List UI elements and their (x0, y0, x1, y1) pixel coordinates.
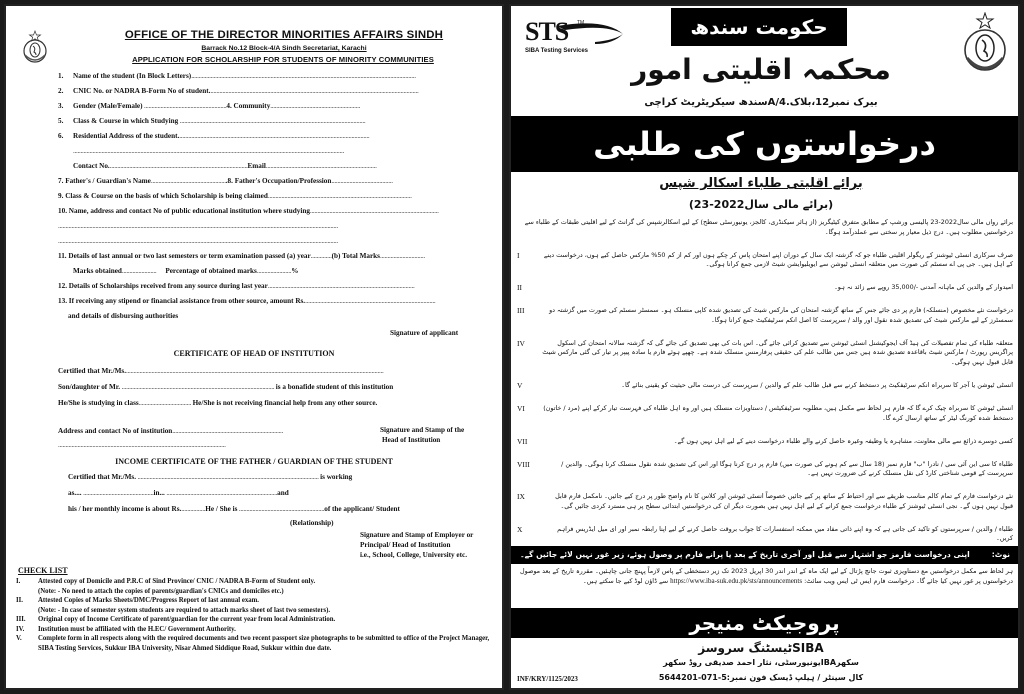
field-exam-details[interactable]: 11. Details of last annual or two last semesters or term examination passed (a) year..............(b) Total Marks.............................. (58, 252, 425, 260)
office-title: OFFICE OF THE DIRECTOR MINORITIES AFFAIRS SINDH (124, 29, 444, 41)
urdu-advertisement (509, 4, 1020, 690)
criteria-item: متعلقہ طلباء کی تمام تفصیلات کی ہیڈ آف ایجوکیشنل انسٹی ٹیوشن سے تصدیق کرائی جائے گی۔ اس بات کی بھی تصدیق کی جائے گی کہ گزشتہ سالانہ امتحان کی اسکول پراگریس رپورٹ / مارکس شیٹ باقاعدہ تصدیق شدہ ہیں جس میں طالب علم کی حقیقی پرفارمنس منسلک شدہ ہے۔ چھپے ہوئے فارم یا سادہ پیپر پر تیار کی گئی مارکس شیٹ قابل قبول نہیں ہوگی۔ IV (517, 338, 1013, 366)
field-income-occupation[interactable]: as.... ...............................................in... ..........................................................................and (68, 489, 289, 497)
checklist (16, 577, 496, 653)
reference-number: INF/KRY/1125/2023 (517, 675, 578, 683)
checklist-item: V. Complete form in all respects along with the required documents and two recent passport size photographs to be submitted to office of the Project Manager, SIBA Testing Services, Sukkur IBA University, Nisar Ahmed Siddique Road, Sukkur within due date. (16, 635, 490, 652)
criteria-item: طلباء کا سی این آئی سی / نادرا "ب" فارم نمبر (18 سال سے کم ہونے کی صورت میں) فارم پر درج کرنا ہوگا اور اس کی تصدیق شدہ نقول منسلک کرنا ہوگی۔ والدین / سرپرست کے قومی شناختی کارڈ کی نقل منسلک کرنے کی ضرورت نہیں ہے۔ VIII (517, 459, 1013, 478)
criteria-item: صرف سرکاری انسٹی ٹیوشنز کے ریگولر اقلیتی طلباء جو کہ گزشتہ ایک سال کے دوران اپنے امتحان پاس کر چکے ہوں اور کم از کم 50% مارکس حاصل کیے ہوں، درخواست دینے کے اہل ہیں۔ جی پی اے سسٹم کی صورت میں متعلقہ انسٹی ٹیوشن سے ایویلیوایشن شیٹ لازمی جمع کرانا ہوگی۔ I (517, 250, 1013, 269)
head-certificate-title: CERTIFICATE OF HEAD OF INSTITUTION (173, 349, 335, 358)
checklist-item: IV. Institution must be affiliated with the H.EC/ Government Authority. (16, 625, 236, 633)
criteria-item: امیدوار کے والدین کی ماہانہ آمدنی -/35,000 روپے سے زائد نہ ہو۔ II (517, 283, 1013, 293)
field-previous-scholarships[interactable]: 12. Details of Scholarships received from any source during last year.................................................................................................. (58, 282, 415, 290)
applicant-signature-label: Signature of applicant (390, 329, 459, 337)
criteria-item: درخواست نئے مخصوص (منسلکہ) فارم پر دی جائے جس کے ساتھ گزشتہ امتحان کی مارکس شیٹ کی تصدیق شدہ کاپی منسلک ہو۔ سمسٹر سسٹم کی صورت میں گزشتہ دو سمسٹرز کے لیے مارکس شیٹ کی تصدیق شدہ نقول اور والد / سرپرست کا اصل انکم سرٹیفکیٹ جمع کرانا ہوگا۔ III (517, 306, 1013, 324)
criteria-item: نئے درخواست فارم کے تمام کالم مناسب طریقے سے اور احتیاط کے ساتھ پر کیے جائیں خصوصاً انسٹی ٹیوشن اور کلاس کا نام واضح طور پر درج کیے جائیں۔ نامکمل فارم قابل قبول نہیں ہوں گے۔ نجی انسٹی ٹیوشنز کے طلباء درخواست جمع کرانے کے لیے اہل نہیں ہیں بصورت دیگر ان کی درخواستیں ابتدائی سطح پر ہی مسترد کردی جائیں گی۔ IX (517, 492, 1013, 510)
field-income-amount[interactable]: his / her monthly income is about Rs.................He / She is .........................................................of the applicant/ Student (68, 505, 400, 513)
field-cert-name[interactable]: Certified that Mr./Ms............................................................................................................................................................................. (58, 367, 384, 375)
deadline-paragraph: ہر لحاظ سے مکمل درخواستیں مع دستاویزی ثبوت جانچ پڑتال کے لیے ایک ماہ کے اندر اندر 30 اپریل 2023 تک زیر دستخطی کے پاس لازماً پہنچ جانی چاہئیں۔ مقررہ تاریخ کے بعد موصول درخواستوں پر غور نہیں کیا جائے گا۔ درخواست فارم ایس ٹی ایس ویب سائٹ: https://www.iba-suk.edu.pk/sts/announcements سے ڈاؤن لوڈ کیے جا سکتے ہیں۔ (520, 567, 1013, 585)
criteria-item: کسی دوسرے ذرائع سے مالی معاونت، مشاہرہ یا وظیفہ وغیرہ حاصل کرنے والے طلباء درخواست دینے کے لیے اہل نہیں ہوں گے۔ VII (517, 436, 1013, 446)
checklist-item: II. Attested Copies of Marks Sheets/DMC/Progress Report of last annual exam. (16, 597, 260, 604)
field-institution-address-2[interactable]: ................................................................................................................ (58, 441, 226, 449)
field-address-line-2[interactable]: ..................................................................................................................................................................................... (73, 147, 344, 155)
fiscal-year: (برائے مالی سال2022-23) (688, 198, 834, 211)
field-cert-parent[interactable]: Son/daughter of Mr. ...................................................................................................... is a bonafide student of this institution (58, 383, 394, 391)
download-link[interactable]: https://www.iba-suk.edu.pk/sts/announcements (670, 577, 803, 585)
intro-paragraph: برائے رواں مالی سال2022-23 پالیسی ورشپ کے مطابق متفرق کیٹیگریز (از ہائر سیکنڈری، کالجز، یونیورسٹی سطح) کے لیے اسکالرشپس کی گرانٹ کے لیے اقلیتی طبقات کے طلباء سے درخواستیں مطلوب ہیں۔ درج ذیل معیار پر سختی سے عملدرآمد ہوگا۔ (524, 218, 1013, 236)
siba-address: سکھرIBAیونیورسٹی، نثار احمد صدیقی روڈ سکھر (663, 658, 859, 667)
scholarship-application-form (4, 4, 504, 690)
field-class-course[interactable]: 5. Class & Course in which Studying ............................................................................................................................ (58, 117, 366, 125)
field-disbursing: and details of disbursing authorities (68, 312, 179, 320)
field-institution[interactable]: 10. Name, address and contact No of public educational institution where studying...................................................................................... (58, 207, 439, 215)
field-gender-community[interactable]: 3. Gender (Male/Female) .......................................................4. Community............................................................ (58, 102, 361, 110)
field-student-name[interactable]: 1. Name of the student (In Block Letters)...................................................................................................................................................... (58, 72, 416, 80)
scholarship-subtitle: برائے اقلیتی طلباء اسکالر شپس (659, 176, 863, 191)
relationship-label: (Relationship) (290, 519, 334, 527)
checklist-title: CHECK LIST (18, 566, 68, 575)
checklist-item: I. Attested copy of Domicile and P.R.C of Sind Province/ CNIC / NADRA B-Form of Student only. (16, 578, 316, 585)
field-residential-address[interactable]: 6. Residential Address of the student................................................................................................................................ (58, 132, 370, 140)
income-certificate-title: INCOME CERTIFICATE OF THE FATHER / GUARDIAN OF THE STUDENT (115, 457, 393, 466)
head-signature-label: Signature and Stamp of the Head of Institution (380, 426, 465, 444)
department-title: محکمہ اقلیتی امور (631, 53, 891, 86)
checklist-note: (Note: - In case of semester system students are required to attach marks sheet of last two semesters). (38, 606, 331, 614)
siba-testing-services: SIBAٹیسٹنگ سروسز (698, 641, 824, 655)
project-manager-banner: پروجیکٹ منیجر (511, 608, 1018, 638)
form-title: APPLICATION FOR SCHOLARSHIP FOR STUDENTS OF MINORITY COMMUNITIES (132, 55, 434, 64)
field-institution-address[interactable]: Address and contact No of institution.......................................................................... (58, 427, 284, 435)
checklist-note: (Note: - No need to attach the copies of parents/guardian's CNICs and domiciles etc.) (38, 587, 284, 595)
criteria-item: انسٹی ٹیوشن یا آجر کا سربراہ انکم سرٹیفکیٹ پر دستخط کرنے سے قبل طالب علم کے والدین / سرپرست کی درست مالی حیثیت کو یقینی بنائے گا۔ V (517, 380, 1013, 390)
field-cert-class[interactable]: He/She is studying in class................................... He/She is not receiving financial help from any other source. (58, 399, 378, 407)
field-institution-line-2[interactable]: ........................................................................................................................................................................................... (58, 222, 338, 230)
sts-logo: STS TM SIBA Testing Services (525, 18, 625, 58)
field-institution-line-3[interactable]: ........................................................................................................................................................................................... (58, 237, 338, 245)
applications-invited-banner: درخواستوں کی طلبی (511, 116, 1018, 172)
government-of-sindh-banner: حکومت سندھ (671, 8, 847, 46)
field-contact-email[interactable]: Contact No.............................................................................................Email.......................................................................... (73, 162, 377, 170)
checklist-item: III. Original copy of Income Certificate of parent/guardian for the current year from local Administration. (16, 616, 336, 623)
field-father-name-occupation[interactable]: 7. Father's / Guardian's Name...................................................8. Father's Occupation/Profession......................................... (58, 177, 393, 185)
criteria-item: انسٹی ٹیوشن کا سربراہ چیک کرے گا کہ فارم ہر لحاظ سے مکمل ہیں، مطلوبہ سرٹیفکیٹس / دستاویزات منسلک ہیں اور وہ اہل طلباء کی فہرست تیار کرکے اپنے (مرد / خاتون) دستخط شدہ کورنگ لیٹر کے ساتھ ارسال کرے گا۔ VI (517, 403, 1013, 422)
sindh-government-emblem-icon (959, 12, 1011, 74)
sindh-government-emblem-icon (20, 30, 50, 64)
department-address: بیرک نمبر12،بلاک.A/4سندھ سیکریٹریٹ کراچی (644, 97, 878, 108)
criteria-section (517, 218, 1013, 544)
office-address: Barrack No.12 Block-4/A Sindh Secretariat, Karachi (201, 45, 367, 52)
note-banner: نوٹ: اپنی درخواست فارمز جو اشتہار سے قبل اور آخری تاریخ کے بعد یا پرانے فارم پر وصول ہوئے، زیر غور نہیں لائے جائیں گے۔ (511, 546, 1018, 564)
criteria-item: طلباء / والدین / سرپرستوں کو تاکید کی جاتی ہے کہ وہ اپنے ذاتی مفاد میں ممکنہ استفسارات کا جواب بروقت حاصل کرنے کے لیے اپنا رابطہ نمبر اور ای میل ایڈریس فراہم کریں۔ X (517, 524, 1013, 543)
field-income-name[interactable]: Certified that Mr./Ms. ......................................................................................................................... is working (68, 473, 353, 481)
helpdesk-phone: کال سینٹر / ہیلپ ڈیسک فون نمبر:5-071-5644201 (658, 673, 864, 682)
field-stipend[interactable]: 13. If receiving any stipend or financial assistance from other source, amount Rs........................................................................................ (58, 297, 436, 305)
field-marks[interactable]: Marks obtained....................... Percentage of obtained marks.......................% (73, 267, 299, 275)
employer-signature-label: Signature and Stamp of Employer or Principal/ Head of Institution i.e., School, College, University etc. (360, 531, 474, 559)
field-cnic[interactable]: 2. CNIC No. or NADRA B-Form No of student............................................................................................................................................ (58, 87, 419, 95)
field-scholarship-class[interactable]: 9. Class & Course on the basis of which Scholarship is being claimed................................................................................................ (58, 192, 412, 200)
